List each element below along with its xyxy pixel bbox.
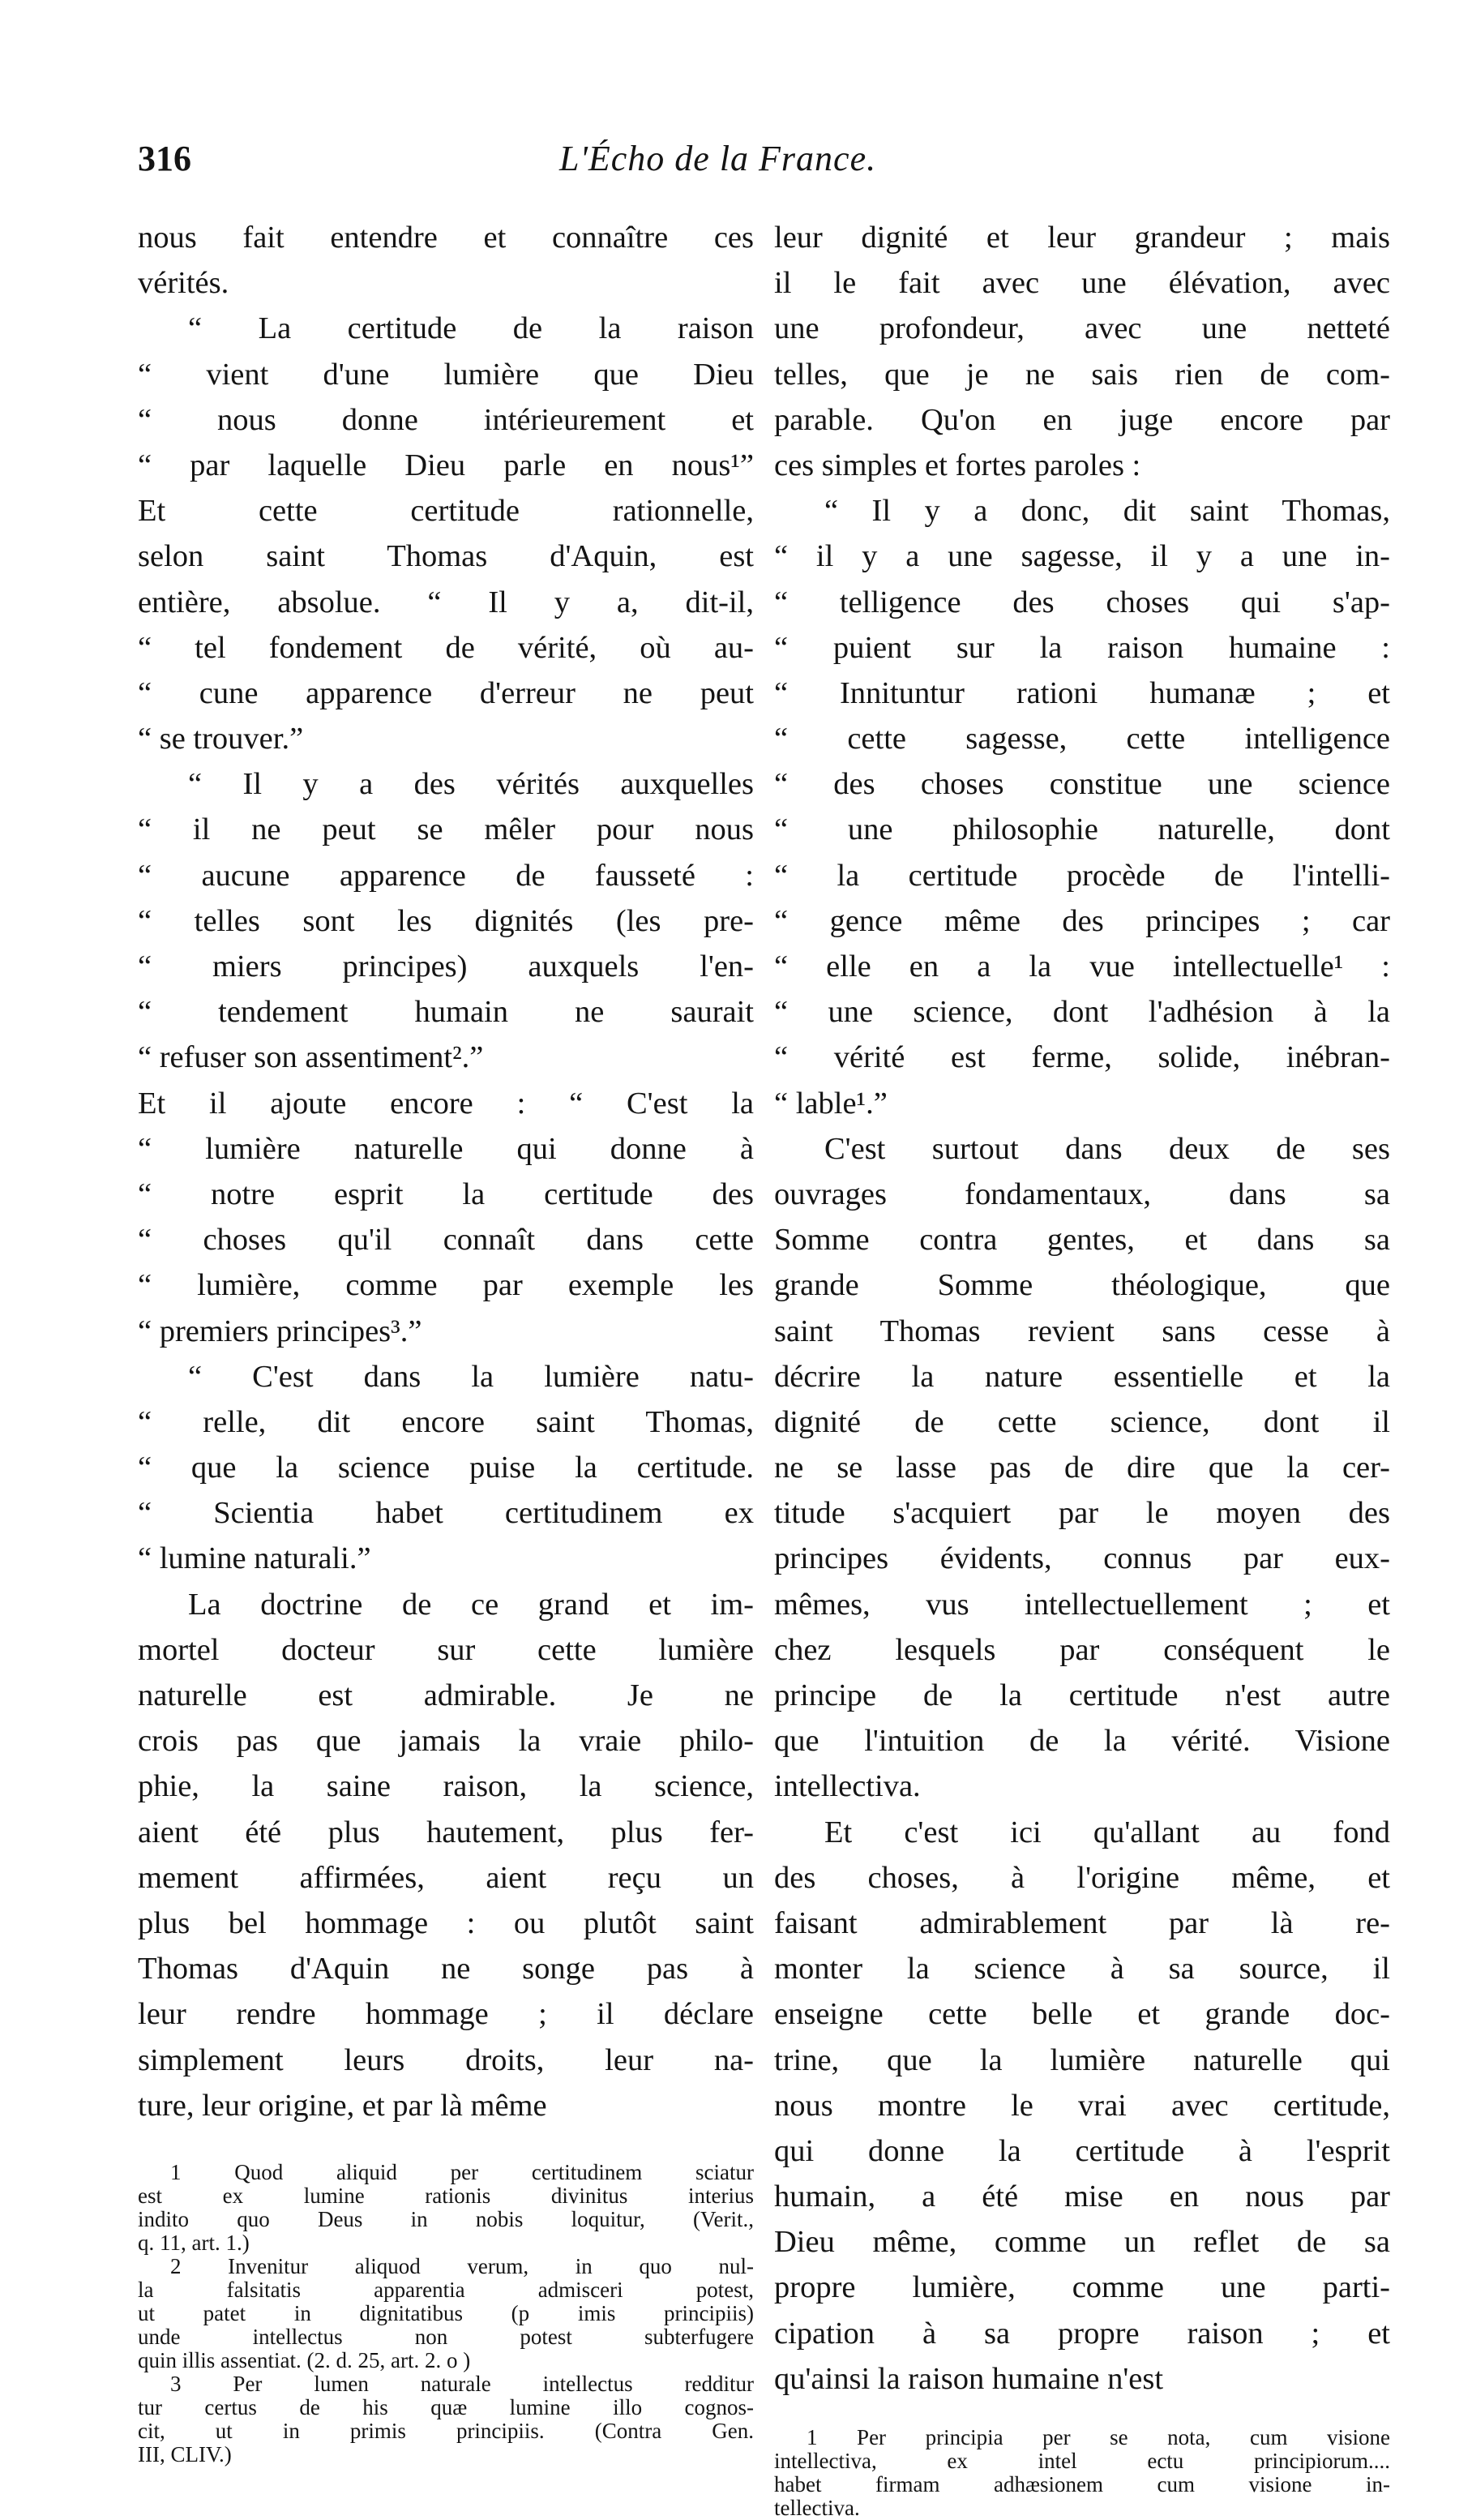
footnote-line: 2 Invenitur aliquod verum, in quo nul- xyxy=(170,2253,754,2278)
text-line: il le fait avec une élévation, avec xyxy=(774,266,1390,301)
text-line: “ que la science puise la certitude. xyxy=(138,1451,754,1485)
text-line: Et c'est ici qu'allant au fond xyxy=(824,1815,1390,1849)
text-line: “ aucune apparence de fausseté : xyxy=(138,858,754,893)
text-line: “ telles sont les dignités (les pre- xyxy=(138,903,754,938)
text-line: C'est surtout dans deux de ses xyxy=(824,1131,1390,1166)
text-line: que l'intuition de la vérité. Visione xyxy=(774,1724,1390,1759)
text-line: “ Scientia habet certitudinem ex xyxy=(138,1496,754,1531)
text-line: faisant admirablement par là re- xyxy=(774,1905,1390,1940)
text-line: saint Thomas revient sans cesse à xyxy=(774,1314,1390,1348)
text-line: Et il ajoute encore : “ C'est la xyxy=(138,1086,754,1121)
text-line: “ La certitude de la raison xyxy=(188,311,754,346)
text-line: “ Innituntur rationi humanæ ; et xyxy=(774,675,1390,710)
text-line: “ refuser son assentiment².” xyxy=(138,1040,484,1075)
text-line: leur dignité et leur grandeur ; mais xyxy=(774,221,1390,255)
footnote-line: 1 Per principia per se nota, cum visione xyxy=(807,2425,1390,2449)
footnote-line: est ex lumine rationis divinitus interius xyxy=(138,2183,754,2208)
footnote-line: III, CLIV.) xyxy=(138,2441,232,2466)
text-line: Thomas d'Aquin ne songe pas à xyxy=(138,1952,754,1986)
text-line: “ des choses constitue une science xyxy=(774,767,1390,802)
text-line: ne se lasse pas de dire que la cer- xyxy=(774,1451,1390,1485)
text-line: dignité de cette science, dont il xyxy=(774,1404,1390,1439)
text-line: “ telligence des choses qui s'ap- xyxy=(774,585,1390,619)
text-line: “ il y a une sagesse, il y a une in- xyxy=(774,539,1390,574)
text-line: intellectiva. xyxy=(774,1769,921,1804)
text-line: crois pas que jamais la vraie philo- xyxy=(138,1724,754,1759)
text-line: trine, que la lumière naturelle qui xyxy=(774,2042,1390,2077)
text-line: “ miers principes) auxquels l'en- xyxy=(138,949,754,984)
text-line: “ lumine naturali.” xyxy=(138,1541,371,1576)
footnote-line: habet firmam adhæsionem cum visione in- xyxy=(774,2472,1390,2496)
text-line: La doctrine de ce grand et im- xyxy=(188,1587,754,1622)
text-line: humain, a été mise en nous par xyxy=(774,2179,1390,2214)
text-line: “ une philosophie naturelle, dont xyxy=(774,812,1390,847)
text-line: enseigne cette belle et grande doc- xyxy=(774,1997,1390,2032)
footnote-line: ut patet in dignitatibus (p imis principiis) xyxy=(138,2300,754,2325)
text-line: “ choses qu'il connaît dans cette xyxy=(138,1223,754,1258)
text-line: “ lumière, comme par exemple les xyxy=(138,1268,754,1303)
text-line: qu'ainsi la raison humaine n'est xyxy=(774,2361,1164,2396)
text-line: “ lable¹.” xyxy=(774,1086,888,1121)
text-line: “ cune apparence d'erreur ne peut xyxy=(138,675,754,710)
text-line: “ vient d'une lumière que Dieu xyxy=(138,357,754,392)
text-line: “ tendement humain ne saurait xyxy=(138,995,754,1030)
text-line: principes évidents, connus par eux- xyxy=(774,1541,1390,1576)
text-line: “ C'est dans la lumière natu- xyxy=(188,1359,754,1394)
text-line: mement affirmées, aient reçu un xyxy=(138,1860,754,1895)
right-column xyxy=(774,215,1390,2520)
left-footnotes xyxy=(138,2161,754,2466)
text-line: titude s'acquiert par le moyen des xyxy=(774,1496,1390,1531)
footnote-line: tur certus de his quæ lumine illo cognos- xyxy=(138,2394,754,2419)
text-line: nous montre le vrai avec certitude, xyxy=(774,2088,1390,2123)
text-line: “ se trouver.” xyxy=(138,722,304,756)
footnote-line: intellectiva, ex intel ectu principiorum.... xyxy=(774,2449,1390,2473)
text-line: “ par laquelle Dieu parle en nous¹” xyxy=(138,448,754,482)
text-line: parable. Qu'on en juge encore par xyxy=(774,402,1390,437)
text-line: “ nous donne intérieurement et xyxy=(138,402,754,437)
text-line: nous fait entendre et connaître ces xyxy=(138,221,754,255)
text-line: “ lumière naturelle qui donne à xyxy=(138,1131,754,1166)
text-line: “ vérité est ferme, solide, inébran- xyxy=(774,1040,1390,1075)
text-line: aient été plus hautement, plus fer- xyxy=(138,1815,754,1849)
text-line: “ il ne peut se mêler pour nous xyxy=(138,812,754,847)
text-line: selon saint Thomas d'Aquin, est xyxy=(138,539,754,574)
left-column xyxy=(138,215,754,2466)
text-line: qui donne la certitude à l'esprit xyxy=(774,2133,1390,2168)
footnote-line: indito quo Deus in nobis loquitur, (Verit., xyxy=(138,2206,754,2231)
text-line: leur rendre hommage ; il déclare xyxy=(138,1997,754,2032)
footnote-line: unde intellectus non potest subterfugere xyxy=(138,2324,754,2349)
text-line: “ la certitude procède de l'intelli- xyxy=(774,858,1390,893)
text-line: “ puient sur la raison humaine : xyxy=(774,630,1390,665)
page-header xyxy=(138,138,1370,195)
right-column-text xyxy=(774,215,1390,2402)
text-line: “ gence même des principes ; car xyxy=(774,903,1390,938)
footnote-line: q. 11, art. 1.) xyxy=(138,2230,250,2255)
footnote-line: cit, ut in primis principiis. (Contra Gen. xyxy=(138,2418,754,2443)
text-line: cipation à sa propre raison ; et xyxy=(774,2316,1390,2351)
text-line: grande Somme théologique, que xyxy=(774,1268,1390,1303)
footnote-line: quin illis assentiat. (2. d. 25, art. 2. o ) xyxy=(138,2347,471,2372)
text-line: vérités. xyxy=(138,266,229,301)
text-line: telles, que je ne sais rien de com- xyxy=(774,357,1390,392)
text-line: principe de la certitude n'est autre xyxy=(774,1678,1390,1712)
footnote-line: tellectiva. xyxy=(774,2496,860,2520)
text-line: Somme contra gentes, et dans sa xyxy=(774,1223,1390,1258)
text-line: Dieu même, comme un reflet de sa xyxy=(774,2225,1390,2260)
text-line: naturelle est admirable. Je ne xyxy=(138,1678,754,1712)
text-line: “ une science, dont l'adhésion à la xyxy=(774,995,1390,1030)
text-line: monter la science à sa source, il xyxy=(774,1952,1390,1986)
text-line: “ cette sagesse, cette intelligence xyxy=(774,722,1390,756)
page-number: 316 xyxy=(138,139,191,178)
text-line: des choses, à l'origine même, et xyxy=(774,1860,1390,1895)
text-line: “ Il y a des vérités auxquelles xyxy=(188,767,754,802)
text-line: simplement leurs droits, leur na- xyxy=(138,2042,754,2077)
text-line: mêmes, vus intellectuellement ; et xyxy=(774,1587,1390,1622)
text-line: mortel docteur sur cette lumière xyxy=(138,1632,754,1667)
footnote-line: la falsitatis apparentia admisceri potest, xyxy=(138,2277,754,2302)
text-line: “ tel fondement de vérité, où au- xyxy=(138,630,754,665)
text-line: ces simples et fortes paroles : xyxy=(774,448,1141,482)
left-column-text xyxy=(138,215,754,2128)
right-footnotes xyxy=(774,2426,1390,2520)
text-line: “ premiers principes³.” xyxy=(138,1314,422,1348)
text-line: plus bel hommage : ou plutôt saint xyxy=(138,1905,754,1940)
footnote-line: 1 Quod aliquid per certitudinem sciatur xyxy=(170,2159,754,2184)
text-line: “ notre esprit la certitude des xyxy=(138,1176,754,1211)
text-line: décrire la nature essentielle et la xyxy=(774,1359,1390,1394)
text-line: “ elle en a la vue intellectuelle¹ : xyxy=(774,949,1390,984)
text-line: “ relle, dit encore saint Thomas, xyxy=(138,1404,754,1439)
text-line: phie, la saine raison, la science, xyxy=(138,1769,754,1804)
text-line: ture, leur origine, et par là même xyxy=(138,2088,547,2123)
text-line: propre lumière, comme une parti- xyxy=(774,2270,1390,2305)
text-line: Et cette certitude rationnelle, xyxy=(138,494,754,529)
text-line: ouvrages fondamentaux, dans sa xyxy=(774,1176,1390,1211)
text-line: une profondeur, avec une netteté xyxy=(774,311,1390,346)
running-title: L'Écho de la France. xyxy=(559,139,877,178)
text-line: “ Il y a donc, dit saint Thomas, xyxy=(824,494,1390,529)
text-line: chez lesquels par conséquent le xyxy=(774,1632,1390,1667)
text-line: entière, absolue. “ Il y a, dit-il, xyxy=(138,585,754,619)
footnote-line: 3 Per lumen naturale intellectus redditur xyxy=(170,2371,754,2396)
